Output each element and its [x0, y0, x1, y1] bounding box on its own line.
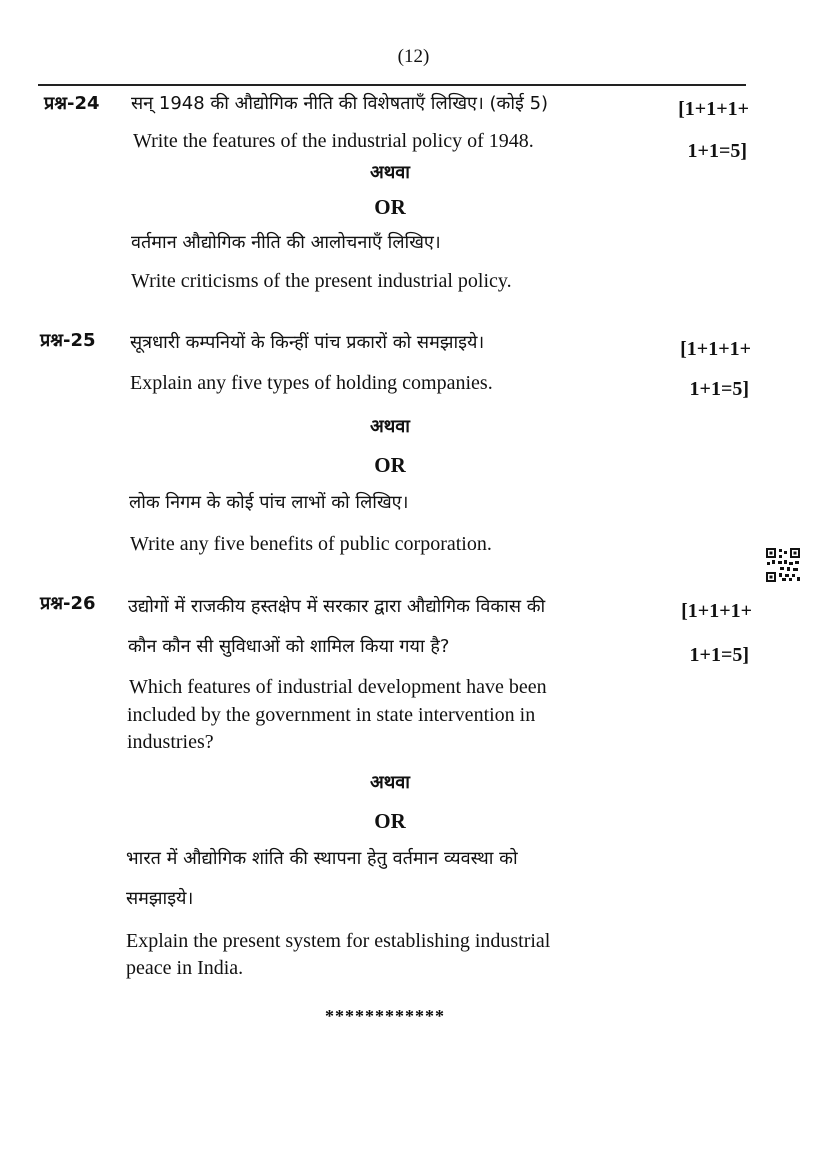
- athva-label: अथवा: [370, 772, 410, 793]
- end-of-paper-marker: ************: [325, 1006, 445, 1026]
- marks-line-1: [1+1+1+: [680, 338, 751, 360]
- page-number: (12): [397, 46, 430, 67]
- question-english: Write the features of the industrial policy of 1948.: [133, 130, 534, 152]
- question-hindi: सूत्रधारी कम्पनियों के किन्हीं पांच प्रकारों को समझाइये।: [130, 332, 485, 353]
- marks-line-1: [1+1+1+: [678, 98, 749, 120]
- alt-question-hindi-line-1: भारत में औद्योगिक शांति की स्थापना हेतु वर्तमान व्यवस्था को: [126, 848, 518, 869]
- question-hindi: सन् 1948 की औद्योगिक नीति की विशेषताएँ लिखिए। (कोई 5): [131, 93, 549, 114]
- question-english-line-2: included by the government in state intervention in: [127, 704, 536, 726]
- alt-question-english: Write criticisms of the present industrial policy.: [131, 270, 512, 292]
- alt-question-hindi-line-2: समझाइये।: [126, 888, 194, 909]
- question-english-line-3: industries?: [127, 731, 214, 753]
- or-label: OR: [374, 195, 406, 219]
- question-number: प्रश्न-25: [40, 330, 96, 351]
- marks-line-2: 1+1=5]: [689, 644, 749, 666]
- alt-question-hindi: वर्तमान औद्योगिक नीति की आलोचनाएँ लिखिए।: [131, 232, 441, 253]
- or-label: OR: [374, 453, 406, 477]
- alt-question-hindi: लोक निगम के कोई पांच लाभों को लिखिए।: [129, 492, 409, 513]
- alt-question-english: Write any five benefits of public corporation.: [130, 533, 492, 555]
- question-english-line-1: Which features of industrial development have been: [129, 676, 547, 698]
- athva-label: अथवा: [370, 162, 410, 183]
- question-hindi-line-1: उद्योगों में राजकीय हस्तक्षेप में सरकार द्वारा औद्योगिक विकास की: [128, 596, 546, 617]
- alt-question-english-line-2: peace in India.: [126, 957, 244, 979]
- athva-label: अथवा: [370, 416, 410, 437]
- marks-line-2: 1+1=5]: [689, 378, 749, 400]
- marks-line-2: 1+1=5]: [687, 140, 747, 162]
- qr-code-icon: [765, 547, 801, 583]
- question-english: Explain any five types of holding companies.: [130, 372, 493, 394]
- alt-question-english-line-1: Explain the present system for establishing industrial: [126, 930, 551, 952]
- question-number: प्रश्न-24: [44, 93, 100, 114]
- question-hindi-line-2: कौन कौन सी सुविधाओं को शामिल किया गया है?: [128, 636, 450, 657]
- marks-line-1: [1+1+1+: [681, 600, 752, 622]
- or-label: OR: [374, 809, 406, 833]
- header-rule: [38, 84, 746, 86]
- question-number: प्रश्न-26: [40, 593, 96, 614]
